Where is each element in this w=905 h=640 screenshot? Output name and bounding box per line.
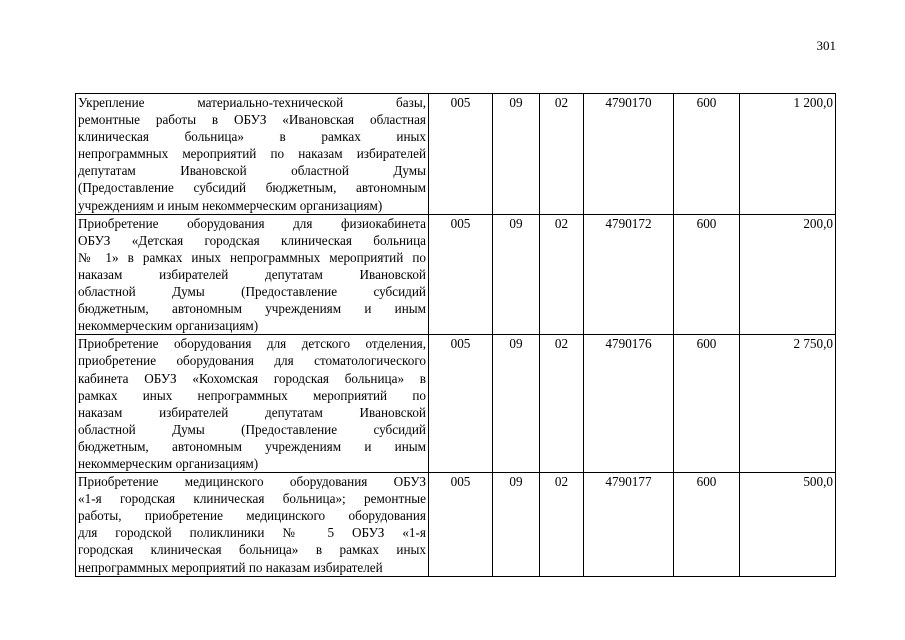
description-line: бюджетным, автономным учреждениям и иным [78,301,426,317]
section-code-cell: 09 [493,473,540,577]
description-line: Укрепление материально-технической базы, [78,95,426,110]
table-row [76,94,836,215]
description-line: № 1» в рамках иных непрограммных мероприятий по [78,249,426,265]
description-cell [76,214,429,335]
description-line: областной Думы (Предоставление субсидий [78,421,426,437]
description-cell [76,473,429,577]
subsection-code-cell: 02 [540,335,584,473]
target-article-cell: 4790177 [584,473,674,577]
amount-cell: 2 750,0 [740,335,836,473]
ministry-code-cell: 005 [429,335,493,473]
description-line: (Предоставление субсидий бюджетным, автономным [78,180,426,196]
description-line: областной Думы (Предоставление субсидий [78,284,426,300]
target-article-cell: 4790172 [584,214,674,335]
subsection-code-cell: 02 [540,473,584,577]
section-code-cell: 09 [493,94,540,215]
expense-type-cell: 600 [674,473,740,577]
description-line: «1-я городская клиническая больница»; ремонтные [78,491,426,507]
expense-type-cell: 600 [674,94,740,215]
page-number: 301 [816,38,836,53]
amount-cell: 1 200,0 [740,94,836,215]
subsection-code-cell: 02 [540,214,584,335]
description-line: городская клиническая больница» в рамках иных [78,542,426,558]
description-line: некоммерческим организациям) [78,455,259,471]
description-line: для городской поликлиники № 5 ОБУЗ «1-я [78,525,426,541]
description-line: непрограммных мероприятий по наказам избирателей [78,559,383,575]
section-code-cell: 09 [493,214,540,335]
budget-table [75,93,836,577]
description-line: наказам избирателей депутатам Ивановской [78,404,426,420]
description-line: кабинета ОБУЗ «Кохомская городская больница» в [78,370,426,386]
amount-cell: 500,0 [740,473,836,577]
description-line: учреждениям и иным некоммерческим организациям) [78,197,383,213]
target-article-cell: 4790170 [584,94,674,215]
table-row [76,473,836,577]
description-line: работы, приобретение медицинского оборудования [78,508,426,524]
ministry-code-cell: 005 [429,473,493,577]
description-line: бюджетным, автономным учреждениям и иным [78,438,426,454]
budget-table-body [76,94,836,577]
description-line: наказам избирателей депутатам Ивановской [78,266,426,282]
description-cell [76,335,429,473]
description-line: депутатам Ивановской областной Думы [78,163,426,179]
description-line: Приобретение оборудования для детского отделения, [78,336,426,352]
description-line: ОБУЗ «Детская городская клиническая больница [78,232,426,248]
description-line: Приобретение оборудования для физиокабинета [78,215,426,231]
amount-cell: 200,0 [740,214,836,335]
table-row [76,214,836,335]
ministry-code-cell: 005 [429,214,493,335]
description-line: рамках иных непрограммных мероприятий по [78,387,426,403]
description-line: некоммерческим организациям) [78,318,259,334]
description-cell [76,94,429,215]
description-line: ремонтные работы в ОБУЗ «Ивановская областная [78,112,426,128]
description-line: приобретение оборудования для стоматологического [78,353,426,369]
target-article-cell: 4790176 [584,335,674,473]
description-line: Приобретение медицинского оборудования ОБУЗ [78,474,426,490]
table-row [76,335,836,473]
expense-type-cell: 600 [674,214,740,335]
subsection-code-cell: 02 [540,94,584,215]
expense-type-cell: 600 [674,335,740,473]
section-code-cell: 09 [493,335,540,473]
ministry-code-cell: 005 [429,94,493,215]
description-line: клиническая больница» в рамках иных [78,129,426,145]
description-line: непрограммных мероприятий по наказам избирателей [78,146,426,162]
